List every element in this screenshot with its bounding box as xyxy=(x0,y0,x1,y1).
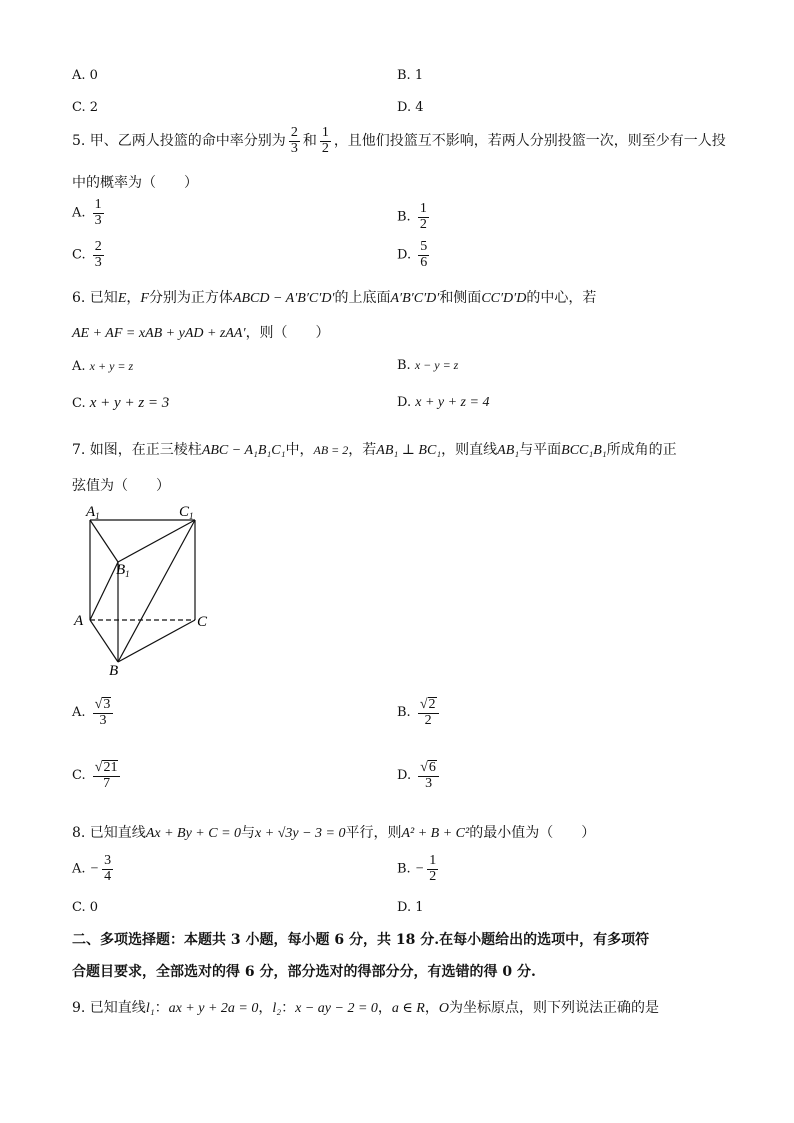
label-C: C xyxy=(197,614,208,630)
q5-option-b: B. $\frac{1}{2}$ xyxy=(397,201,427,232)
q6-vector-equation: AE + AF = xAB + yAD + zAA′ xyxy=(72,326,246,341)
q5-frac-1: $\frac{2}{3}$ xyxy=(290,125,298,156)
label-B1: $B_1$ xyxy=(116,562,130,579)
q6-option-c: C. x + y + z = 3 xyxy=(72,395,170,411)
label-B: B xyxy=(109,663,119,679)
q5-frac-2: $\frac{1}{2}$ xyxy=(321,125,329,156)
q5-stem-line2: 中的概率为（ ） xyxy=(72,175,198,191)
q8-option-d: D. 1 xyxy=(397,900,424,915)
q4-option-d: D. 4 xyxy=(397,100,424,115)
q8-option-c: C. 0 xyxy=(72,900,99,915)
q6-stem-line2: AE + AF = xAB + yAD + zAA′，则（ ） xyxy=(72,325,330,341)
q8-option-a: A. − $\frac{3}{4}$ xyxy=(72,853,112,884)
section-2-heading-line1: 二、多项选择题：本题共 3 小题，每小题 6 分，共 18 分.在每小题给出的选项中，有多项符 xyxy=(72,932,650,948)
q9-stem: 9. 已知直线l₁：ax + y + 2a = 0，l₂：x − ay − 2 = 0，a ∈ R，O为坐标原点，则下列说法正确的是 xyxy=(72,1000,659,1016)
q5-option-d: D. $\frac{5}{6}$ xyxy=(397,239,428,270)
section-2-heading-line2: 合题目要求，全部选对的得 6 分，部分选对的得部分分，有选错的得 0 分. xyxy=(72,964,536,980)
q8-stem: 8. 已知直线Ax + By + C = 0与x + √3y − 3 = 0平行，则A² + B + C²的最小值为（ ） xyxy=(72,825,596,841)
q6-option-a: A. x + y = z xyxy=(72,359,134,374)
q4-option-a: A. 0 xyxy=(72,68,98,83)
q6-option-d: D. x + y + z = 4 xyxy=(397,395,490,410)
q5-stem: 5. 甲、乙两人投篮的命中率分别为 $\frac{2}{3}$ 和 $\frac{1}{2}$ ，且他们投篮互不影响，若两人分别投篮一次，则至少有一人投 xyxy=(72,125,726,156)
q7-stem: 7. 如图，在正三棱柱ABC − A₁B₁C₁中，AB = 2，若AB₁ ⊥ BC₁，则直线AB₁与平面BCC₁B₁所成角的正 xyxy=(72,442,677,458)
q8-option-b: B. − $\frac{1}{2}$ xyxy=(397,853,437,884)
label-C1: $C_1$ xyxy=(179,504,194,521)
label-A: A xyxy=(74,613,84,629)
q7-option-a: A. $\frac{√3}{3}$ xyxy=(72,697,116,728)
q5-option-c: C. $\frac{2}{3}$ xyxy=(72,239,102,270)
q4-option-b: B. 1 xyxy=(397,68,424,83)
q6-stem: 6. 已知E，F分别为正方体ABCD − A′B′C′D′的上底面A′B′C′D′和侧面CC′D′D的中心，若 xyxy=(72,290,597,306)
q4-option-c: C. 2 xyxy=(72,100,99,115)
q6-option-b: B. x − y = z xyxy=(397,358,459,373)
q5-option-a: A. $\frac{1}{3}$ xyxy=(72,197,102,228)
q7-option-c: C. $\frac{√21}{7}$ xyxy=(72,760,123,791)
q7-option-d: D. $\frac{√6}{3}$ xyxy=(397,760,442,791)
q7-prism-figure xyxy=(70,500,220,680)
label-A1: $A_1$ xyxy=(86,504,100,521)
q7-option-b: B. $\frac{√2}{2}$ xyxy=(397,697,442,728)
q7-stem-line2: 弦值为（ ） xyxy=(72,478,170,494)
